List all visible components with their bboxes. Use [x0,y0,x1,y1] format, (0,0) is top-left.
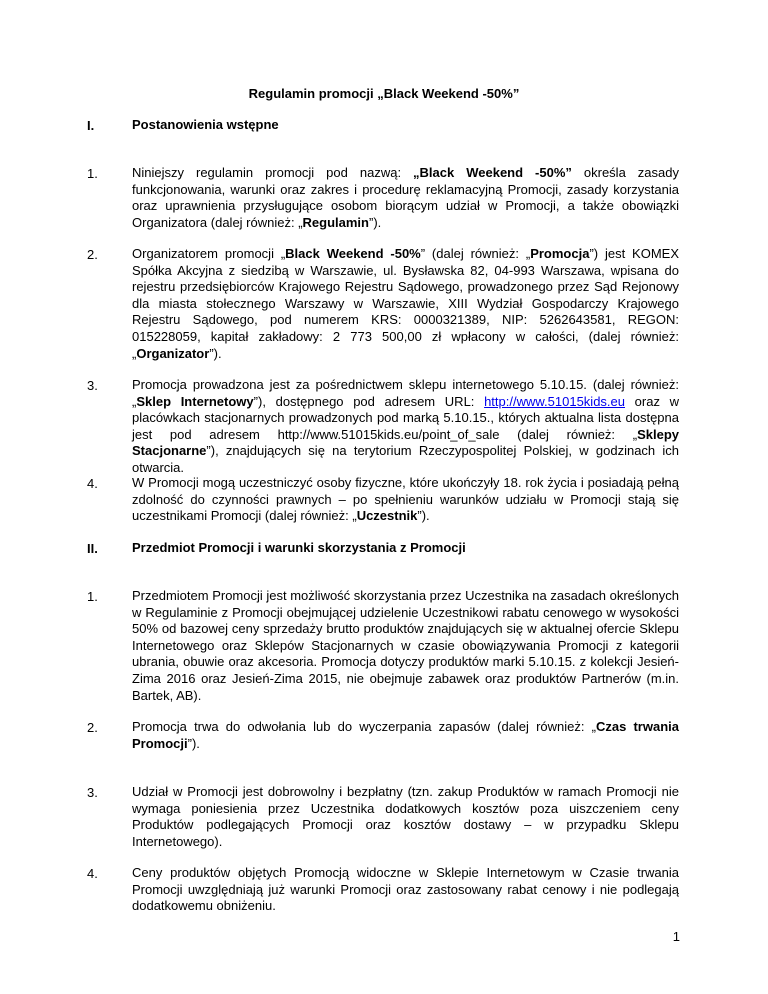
s1-p2-number: 2. [87,247,98,262]
shop-url-link[interactable]: http://www.51015kids.eu [484,393,625,409]
s2-p2-number: 2. [87,720,98,735]
s2-p4-number: 4. [87,866,98,881]
page-number: 1 [672,929,680,944]
s1-p3-number: 3. [87,378,98,393]
s2-p2-paragraph: Promocja trwa do odwołania lub do wyczerpania zapasów (dalej również: „Czas trwania Promocji”). [132,719,679,751]
section-2-heading: Przedmiot Promocji i warunki skorzystania z Promocji [132,540,466,555]
s1-p1-paragraph: Niniejszy regulamin promocji pod nazwą: „Black Weekend -50%” określa zasady funkcjonowania, warunki oraz zakres i procedurę reklamacyjną Promocji, zasady korzystania oraz uprawnienia przysługujące osobom biorącym udział w Promocji, a także obowiązki Organizatora (dalej również: „Regulamin”). [132,165,679,230]
section-2-number: II. [87,541,98,556]
s2-p1-number: 1. [87,589,98,604]
s1-p2-paragraph: Organizatorem promocji „Black Weekend -50%” (dalej również: „Promocja”) jest KOMEX Spółka Akcyjna z siedzibą w Warszawie, ul. Bysławska 82, 04-993 Warszawa, wpisana do rejestru przedsiębiorców Krajowego Rejestru Sądowego, prowadzonego przez Sąd Rejonowy dla miasta stołecznego Warszawy w Warszawie, XIII Wydział Gospodarczy Krajowego Rejestru Sądowego, pod numerem KRS: 0000321389, NIP: 5262643581, REGON: 015228059, kapitał zakładowy: 2 773 500,00 zł wpłacony w całości, (dalej również: „Organizator”). [132,246,679,361]
section-1-heading: Postanowienia wstępne [132,117,279,132]
s2-p3-number: 3. [87,785,98,800]
s2-p3-paragraph: Udział w Promocji jest dobrowolny i bezpłatny (tzn. zakup Produktów w ramach Promocji nie wymaga poniesienia przez Uczestnika dodatkowych kosztów poza uiszczeniem ceny Produktów podlegających Promocji oraz kosztów dostawy – w przypadku Sklepu Internetowego). [132,784,679,849]
s2-p1-paragraph: Przedmiotem Promocji jest możliwość skorzystania przez Uczestnika na zasadach określonych w Regulaminie z Promocji obejmującej udzielenie Uczestnikowi rabatu cenowego w wysokości 50% od bazowej ceny sprzedaży brutto produktów znajdujących się w aktualnej ofercie Sklepu Internetowego oraz Sklepów Stacjonarnych w czasie obowiązywania Promocji z kategorii ubrania, obuwie oraz akcesoria. Promocja dotyczy produktów marki 5.10.15. z kolekcji Jesień-Zima 2016 oraz Jesień-Zima 2015, nie obejmuje zabawek oraz produktów Partnerów (m.in. Bartek, AB). [132,588,679,703]
section-1-number: I. [87,118,95,133]
s1-p4-paragraph: W Promocji mogą uczestniczyć osoby fizyczne, które ukończyły 18. rok życia i posiadają pełną zdolność do czynności prawnych – po spełnieniu warunków udziału w Promocji stają się uczestnikami Promocji (dalej również: „Uczestnik”). [132,475,679,524]
s2-p4-paragraph: Ceny produktów objętych Promocją widoczne w Sklepie Internetowym w Czasie trwania Promocji uwzględniają już warunki Promocji oraz zastosowany rabat cenowy i nie podlegają dodatkowemu obniżeniu. [132,865,679,914]
s1-p4-number: 4. [87,476,98,491]
s1-p1-number: 1. [87,166,98,181]
document-title: Regulamin promocji „Black Weekend -50%” [248,86,520,101]
s1-p3-paragraph: Promocja prowadzona jest za pośrednictwem sklepu internetowego 5.10.15. (dalej również: „Sklep Internetowy”), dostępnego pod adresem URL: http://www.51015kids.eu oraz w placówkach stacjonarnych prowadzonych pod marką 5.10.15., których aktualna lista dostępna jest pod adresem http://www.51015kids.eu/point_of_sale (dalej również: „Sklepy Stacjonarne”), znajdujących się na terytorium Rzeczypospolitej Polskiej, w godzinach ich otwarcia. [132,377,680,475]
